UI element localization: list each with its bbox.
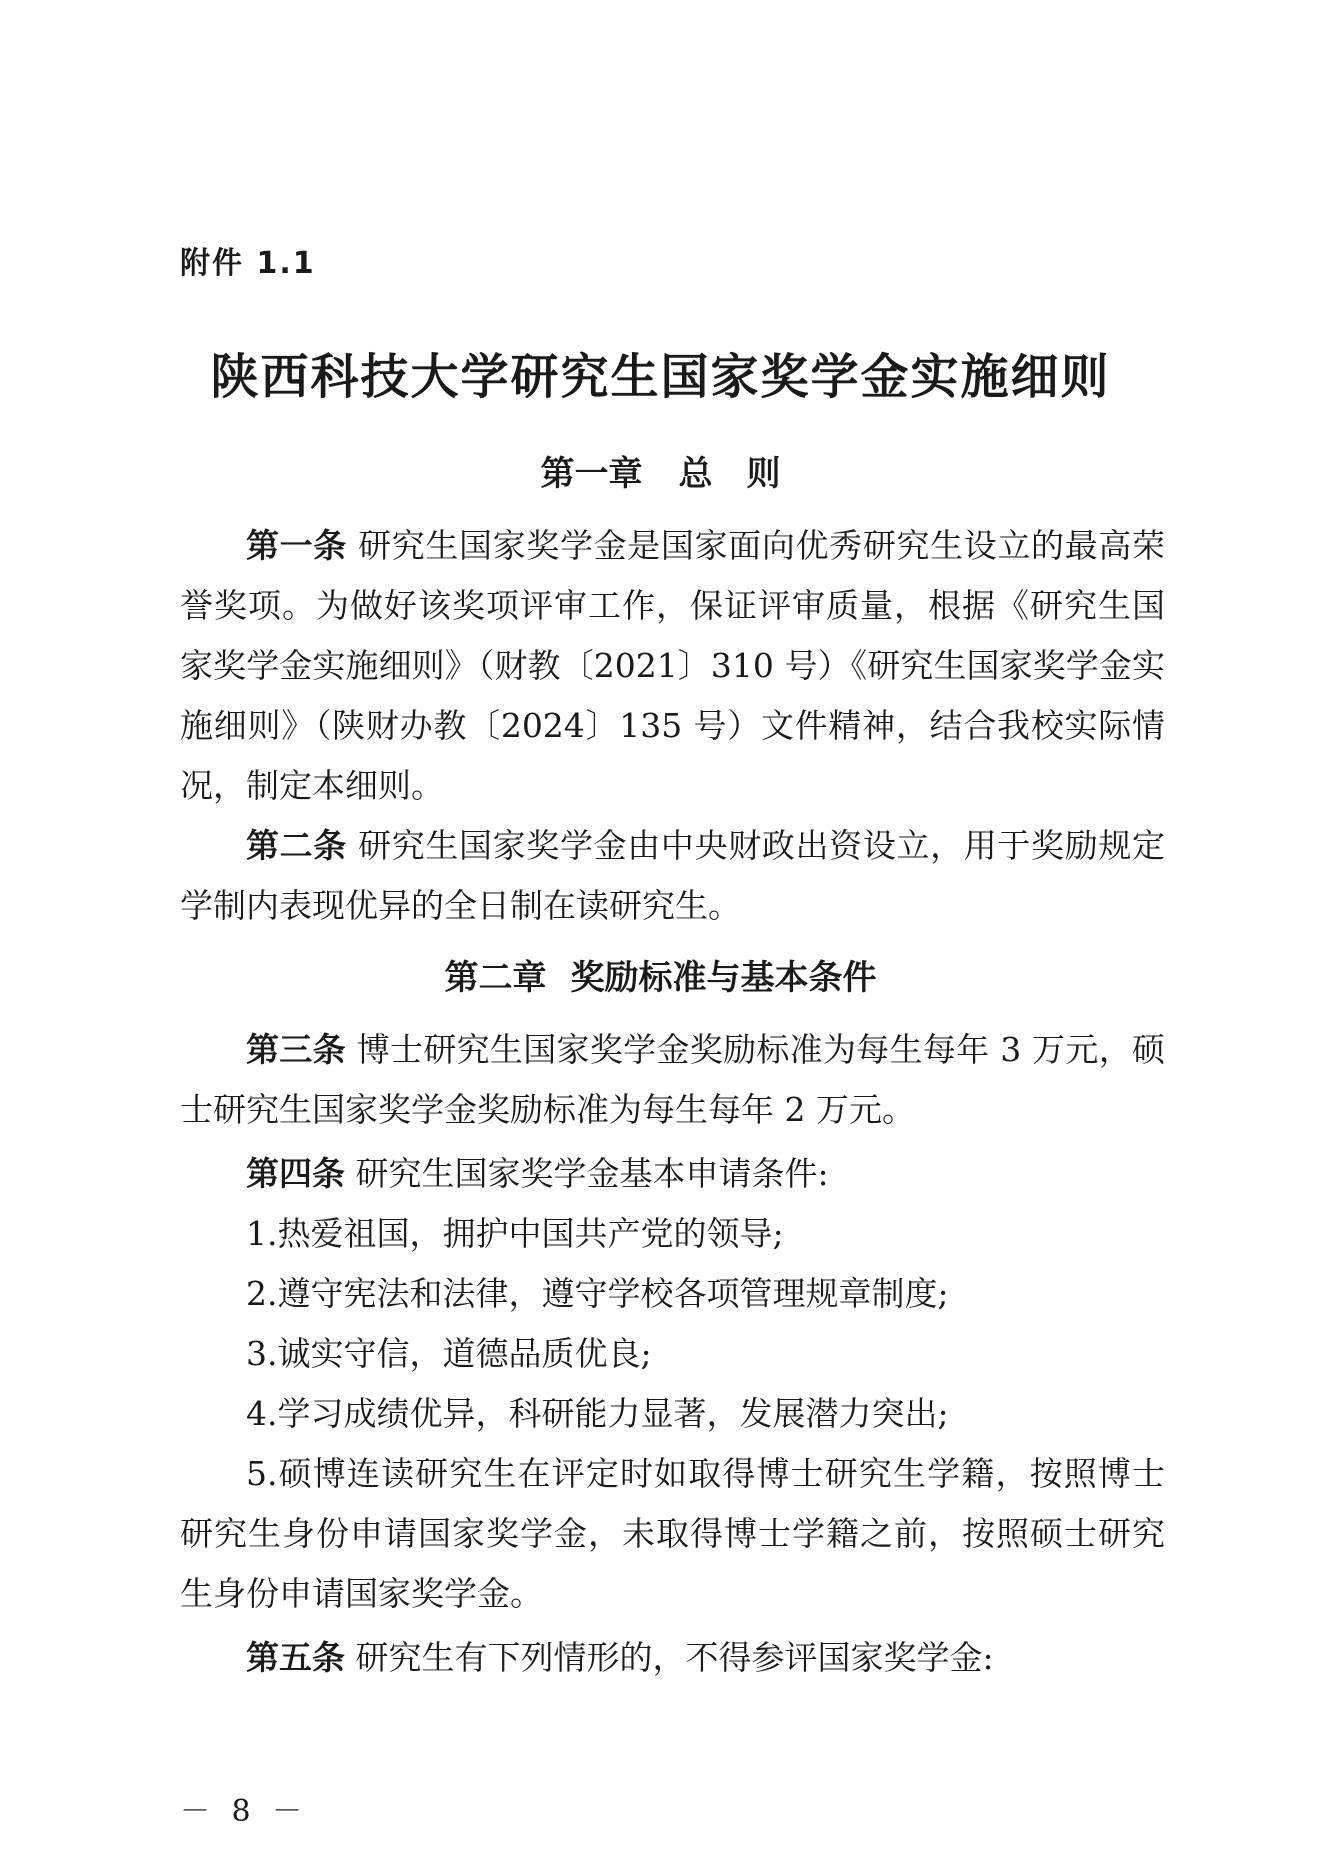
attachment-label: 附件 1.1 (180, 246, 316, 281)
article-4-label: 第四条 (246, 1154, 345, 1193)
article-3-label: 第三条 (246, 1030, 346, 1069)
article-2-label: 第二条 (246, 826, 347, 865)
article-4-text: 研究生国家奖学金基本申请条件: (355, 1154, 829, 1193)
chapter-1-number: 第一章 (540, 454, 643, 494)
chapter-1-name: 总 则 (678, 454, 781, 494)
list-item: 1.热爱祖国，拥护中国共产党的领导; (246, 1214, 784, 1253)
chapter-2-name: 奖励标准与基本条件 (570, 958, 877, 998)
article-2-text: 研究生国家奖学金由中央财政出资设立，用于奖励规定学制内表现优异的全日制在读研究生。 (180, 826, 1166, 925)
article-1 (180, 516, 1165, 816)
article-4 (180, 1144, 1165, 1204)
page-number: － 8 － (180, 1794, 309, 1829)
document-title: 陕西科技大学研究生国家奖学金实施细则 (210, 349, 1111, 405)
article-5-label: 第五条 (246, 1638, 345, 1677)
chapter-1-heading (0, 446, 1321, 495)
chapter-2-number: 第二章 (444, 958, 547, 998)
article-1-label: 第一条 (246, 526, 347, 565)
article-2 (180, 816, 1165, 936)
article-5-text: 研究生有下列情形的，不得参评国家奖学金: (355, 1638, 994, 1677)
list-item: 5.硕博连读研究生在评定时如取得博士研究生学籍，按照博士研究生身份申请国家奖学金，未取得博士学籍之前，按照硕士研究生身份申请国家奖学金。 (180, 1454, 1165, 1613)
article-3-text: 博士研究生国家奖学金奖励标准为每生每年 3 万元，硕士研究生国家奖学金奖励标准为每生每年 2 万元。 (180, 1030, 1165, 1129)
list-item: 2.遵守宪法和法律，遵守学校各项管理规章制度; (246, 1274, 949, 1313)
article-1-text: 研究生国家奖学金是国家面向优秀研究生设立的最高荣誉奖项。为做好该奖项评审工作，保证评审质量，根据《研究生国家奖学金实施细则》（财教〔2021〕310 号）《研究生国家奖学金实施细则》（陕财办教〔2024〕135 号）文件精神，结合我校实际情况，制定本细则。 (180, 526, 1166, 805)
list-item: 3.诚实守信，道德品质优良; (246, 1334, 652, 1373)
list-item: 4.学习成绩优异，科研能力显著，发展潜力突出; (246, 1394, 949, 1433)
article-3 (180, 1020, 1165, 1140)
chapter-2-heading (0, 950, 1321, 999)
article-5 (180, 1628, 1165, 1688)
